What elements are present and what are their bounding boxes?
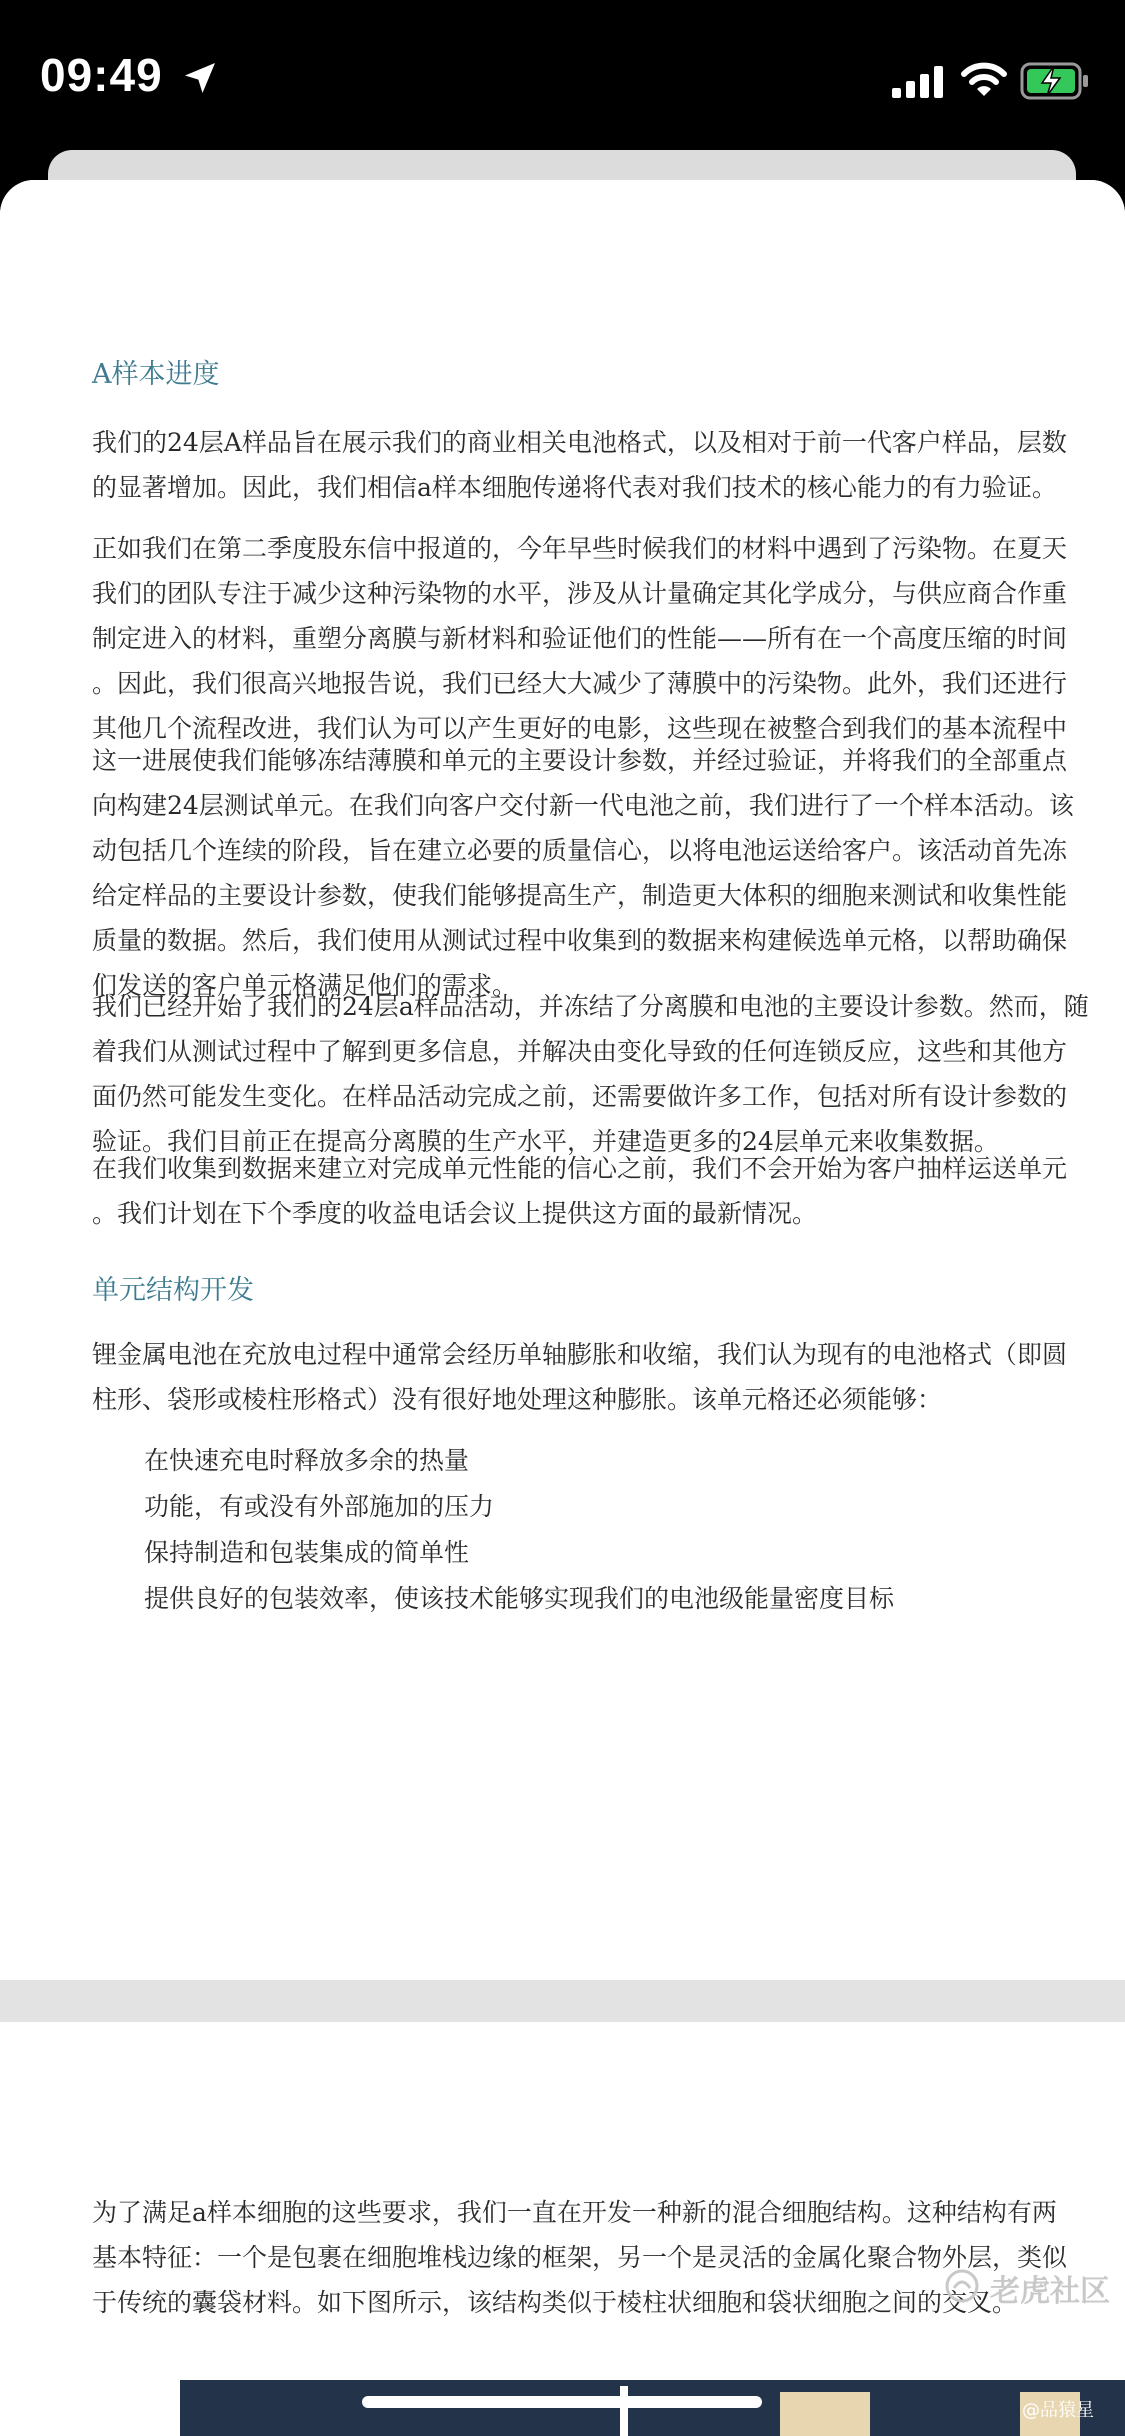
text-line: 其他几个流程改进，我们认为可以产生更好的电影，这些现在被整合到我们的基本流程中 (92, 714, 1068, 743)
text-line: 面仍然可能发生变化。在样品活动完成之前，还需要做许多工作，包括对所有设计参数的 (92, 1082, 1068, 1111)
figure-part (780, 2392, 870, 2436)
text-line: 锂金属电池在充放电过程中通常会经历单轴膨胀和收缩，我们认为现有的电池格式（即圆 (92, 1340, 1068, 1369)
requirements-list (144, 1438, 894, 1622)
text-line: 给定样品的主要设计参数，使我们能够提高生产，制造更大体积的细胞来测试和收集性能 (92, 881, 1068, 910)
text-line: 为了满足a样本细胞的这些要求，我们一直在开发一种新的混合细胞结构。这种结构有两 (92, 2198, 1057, 2227)
text-line: 正如我们在第二季度股东信中报道的，今年早些时候我们的材料中遇到了污染物。在夏天 (92, 534, 1068, 563)
paragraph-2 (92, 526, 1125, 751)
list-item: 在快速充电时释放多余的热量 (144, 1446, 470, 1475)
text-line: 。我们计划在下个季度的收益电话会议上提供这方面的最新情况。 (92, 1199, 818, 1228)
watermark-credit: @品猿星 (1022, 2400, 1094, 2421)
paragraph-3 (92, 738, 1125, 1008)
text-line: 们发送的客户单元格满足他们的需求。 (92, 971, 518, 1000)
text-line: 质量的数据。然后，我们使用从测试过程中收集到的数据来构建候选单元格，以帮助确保 (92, 926, 1068, 955)
figure-part (620, 2386, 628, 2436)
document-page-2 (0, 2022, 1125, 2436)
list-item: 功能，有或没有外部施加的压力 (144, 1492, 495, 1521)
text-line: 基本特征：一个是包裹在细胞堆栈边缘的框架，另一个是灵活的金属化聚合物外层，类似 (92, 2243, 1068, 2272)
paragraph-6 (92, 1332, 1125, 1422)
location-arrow-icon (180, 58, 220, 98)
cell-structure-figure (180, 2380, 1125, 2436)
text-line: 验证。我们目前正在提高分离膜的生产水平，并建造更多的24层单元来收集数据。 (92, 1127, 999, 1156)
battery-charging-icon (1020, 62, 1090, 100)
paragraph-5 (92, 1146, 1125, 1236)
text-line: 着我们从测试过程中了解到更多信息，并解决由变化导致的任何连锁反应，这些和其他方 (92, 1037, 1068, 1066)
list-item: 提供良好的包装效率，使该技术能够实现我们的电池级能量密度目标 (144, 1584, 895, 1613)
paragraph-4 (92, 984, 1125, 1164)
section-heading-sample-progress: A样本进度 (92, 359, 220, 390)
status-time: 09:49 (40, 49, 163, 101)
watermark-text: 老虎社区 (990, 2274, 1110, 2309)
text-line: 我们的团队专注于减少这种污染物的水平，涉及从计量确定其化学成分，与供应商合作重 (92, 579, 1068, 608)
text-line: 向构建24层测试单元。在我们向客户交付新一代电池之前，我们进行了一个样本活动。该 (92, 791, 1074, 820)
paragraph-1 (92, 420, 1125, 510)
status-bar (0, 0, 1125, 150)
list-item: 保持制造和包装集成的简单性 (144, 1538, 470, 1567)
document-page-1 (0, 180, 1125, 1980)
wifi-icon (960, 60, 1008, 100)
text-line: 这一进展使我们能够冻结薄膜和单元的主要设计参数，并经过验证，并将我们的全部重点 (92, 746, 1068, 775)
text-line: 我们已经开始了我们的24层a样品活动，并冻结了分离膜和电池的主要设计参数。然而，随 (92, 992, 1089, 1021)
text-line: 。因此，我们很高兴地报告说，我们已经大大减少了薄膜中的污染物。此外，我们还进行 (92, 669, 1068, 698)
text-line: 的显著增加。因此，我们相信a样本细胞传递将代表对我们技术的核心能力的有力验证。 (92, 473, 1057, 502)
tiger-community-logo-icon (944, 2268, 980, 2304)
text-line: 在我们收集到数据来建立对完成单元性能的信心之前，我们不会开始为客户抽样运送单元 (92, 1154, 1068, 1183)
cellular-signal-icon (892, 66, 944, 98)
document-viewer[interactable] (0, 180, 1125, 2436)
text-line: 柱形、袋形或棱柱形格式）没有很好地处理这种膨胀。该单元格还必须能够： (92, 1385, 943, 1414)
text-line: 于传统的囊袋材料。如下图所示，该结构类似于棱柱状细胞和袋状细胞之间的交叉。 (92, 2288, 1018, 2317)
home-indicator[interactable] (362, 2396, 762, 2408)
text-line: 我们的24层A样品旨在展示我们的商业相关电池格式，以及相对于前一代客户样品，层数 (92, 428, 1067, 457)
page-separator (0, 1980, 1125, 2022)
paragraph-7 (92, 2190, 1125, 2325)
text-line: 动包括几个连续的阶段，旨在建立必要的质量信心，以将电池运送给客户。该活动首先冻 (92, 836, 1068, 865)
section-heading-cell-structure: 单元结构开发 (92, 1275, 254, 1306)
text-line: 制定进入的材料，重塑分离膜与新材料和验证他们的性能——所有在一个高度压缩的时间 (92, 624, 1068, 653)
